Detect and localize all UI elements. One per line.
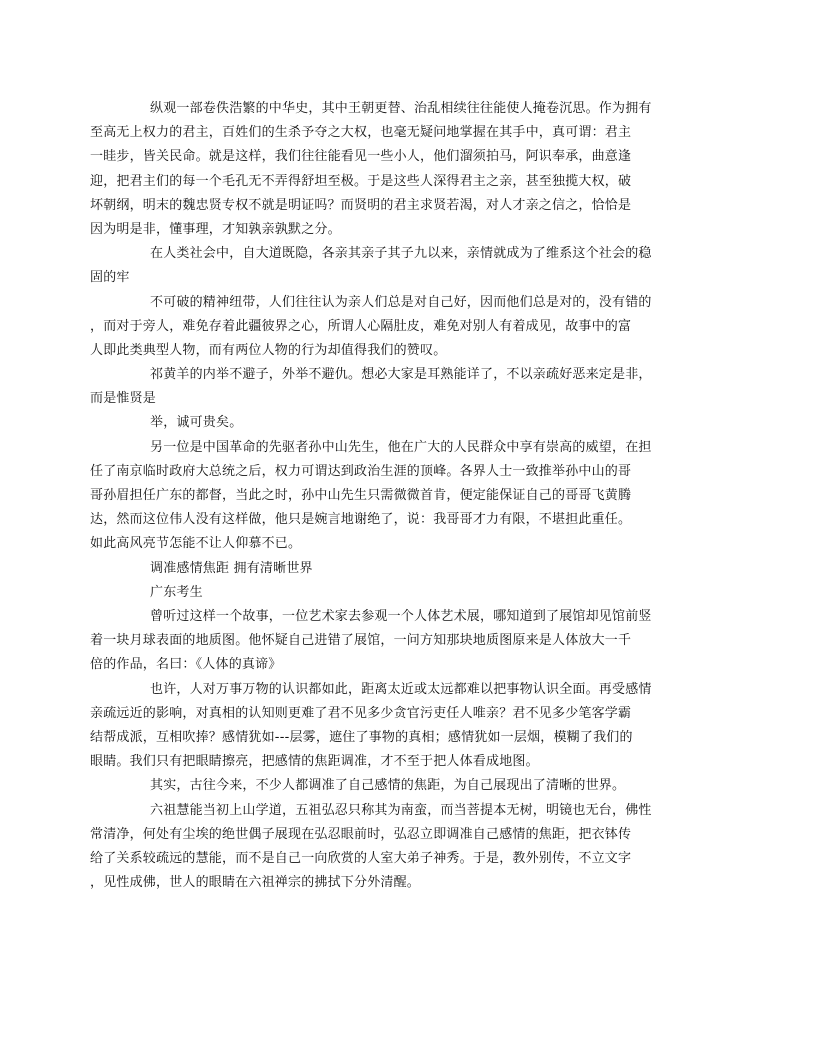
text-line: 一眭步，皆关民命。就是这样，我们往往能看见一些小人，他们溜须拍马，阿识奉承，曲意逢 (90, 149, 632, 164)
text-line: 任了南京临时政府大总统之后，权力可谓达到政治生涯的顶峰。各界人士一致推举孙中山的哥 (90, 464, 632, 479)
text-line: 另一位是中国革命的先驱者孙中山先生，他在广大的人民群众中享有崇高的威望，在担 (150, 440, 652, 455)
text-line: 迎，把君主们的每一个毛孔无不弄得舒坦至极。于是这些人深得君主之亲，甚至独揽大权，破 (90, 174, 632, 189)
text-line: 举，诚可贵矣。 (150, 415, 243, 430)
text-line: 在人类社会中，自大道既隐，各亲其亲子其子九以来，亲情就成为了维系这个社会的稳 (150, 246, 652, 261)
text-line: 如此高风亮节怎能不让人仰慕不已。 (90, 536, 302, 551)
section-title: 调准感情焦距 拥有清晰世界 (150, 561, 313, 576)
text-line: 给了关系较疏远的慧能，而不是自己一向欣赏的人室大弟子神秀。于是，教外别传，不立文字 (90, 851, 632, 866)
text-line: 六祖慧能当初上山学道，五祖弘忍只称其为南蛮，而当菩提本无树，明镜也无台，佛性 (150, 803, 652, 818)
text-line: 其实，古往今来，不少人都调准了自己感情的焦距，为自己展现出了清晰的世界。 (150, 778, 626, 793)
text-line: 亲疏远近的影响，对真相的认知则更难了君不见多少贪官污吏任人唯亲？君不见多少笔客学霸 (90, 706, 632, 721)
text-line: 因为明是非，懂事理，才知孰亲孰默之分。 (90, 222, 341, 237)
text-line: 常清净，何处有尘埃的绝世偶子展现在弘忍眼前时，弘忍立即调准自己感情的焦距，把衣钵传 (90, 827, 632, 842)
text-line: 坏朝纲，明末的魏忠贤专权不就是明证吗？而贤明的君主求贤若渴，对人才亲之信之，恰恰是 (90, 198, 632, 213)
text-line: 哥孙眉担任广东的都督，当此之时，孙中山先生只需微微首肯，便定能保证自己的哥哥飞黄腾 (90, 488, 632, 503)
text-line: 曾听过这样一个故事，一位艺术家去参观一个人体艺术展，哪知道到了展馆却见馆前竖 (150, 609, 652, 624)
text-line: 不可破的精神纽带，人们往往认为亲人们总是对自己好，因而他们总是对的，没有错的 (150, 295, 652, 310)
text-line: 也许，人对万事万物的认识都如此，距离太近或太远都难以把事物认识全面。再受感情 (150, 682, 652, 697)
text-line: 结帮成派，互相吹捧？感情犹如---层雾，遮住了事物的真相；感情犹如一层烟，模糊了我们的 (90, 730, 633, 745)
author-line: 广东考生 (150, 585, 203, 600)
text-line: 眼睛。我们只有把眼睛擦亮，把感情的焦距调准，才不至于把人体看成地图。 (90, 754, 539, 769)
text-line: 固的牢 (90, 270, 130, 285)
text-line: 人即此类典型人物，而有两位人物的行为却值得我们的赞叹。 (90, 343, 447, 358)
text-line: ，见性成佛，世人的眼睛在六祖禅宗的拂拭下分外清醒。 (90, 875, 421, 890)
text-line: 倍的作品，名曰：《人体的真谛》 (90, 657, 282, 672)
text-line: 达，然而这位伟人没有这样做，他只是婉言地谢绝了，说：我哥哥才力有限，不堪担此重任。 (90, 512, 632, 527)
text-line: 着一块月球表面的地质图。他怀疑自己进错了展馆，一问方知那块地质图原来是人体放大一千 (90, 633, 632, 648)
text-line: 祁黄羊的内举不避子，外举不避仇。想必大家是耳熟能详了，不以亲疏好恶来定是非， (150, 367, 652, 382)
text-line: 纵观一部卷佚浩繁的中华史，其中王朝更替、治乱相续往往能使人掩卷沉思。作为拥有 (150, 101, 652, 116)
text-line: 而是惟贤是 (90, 391, 157, 406)
text-line: ，而对于旁人，难免存着此疆彼界之心，所谓人心隔肚皮，难免对别人有着成见，故事中的富 (90, 319, 632, 334)
text-line: 至高无上权力的君主，百姓们的生杀予夺之大权，也毫无疑问地掌握在其手中，真可谓：君主 (90, 125, 632, 140)
